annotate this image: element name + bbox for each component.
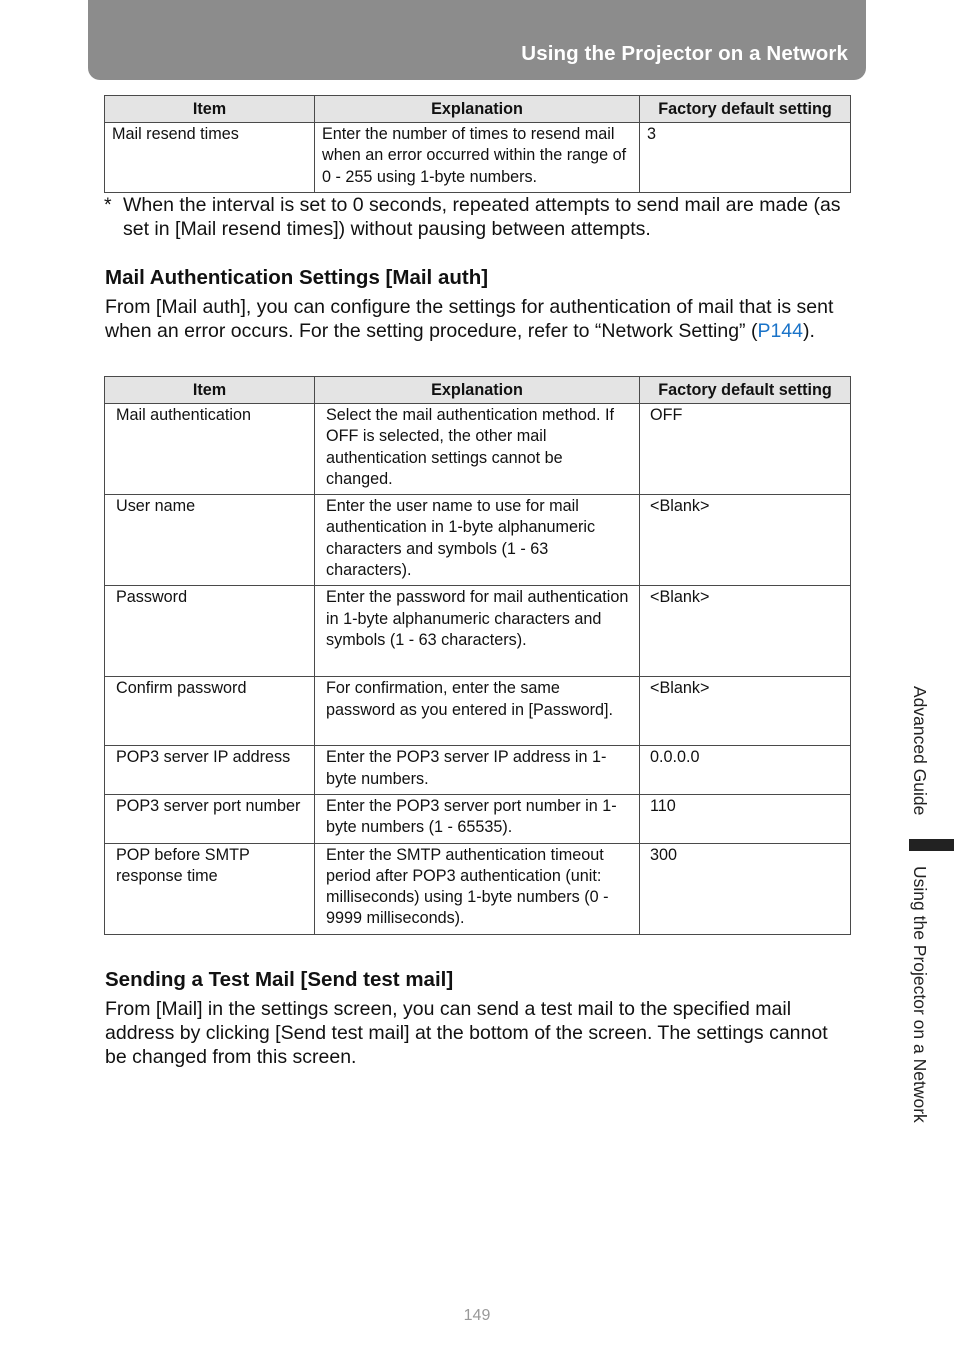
table-header-row	[105, 377, 851, 404]
cell-explanation: Enter the POP3 server IP address in 1-byte numbers.	[315, 746, 640, 795]
column-header-default: Factory default setting	[640, 377, 851, 404]
cell-explanation: Enter the POP3 server port number in 1-byte numbers (1 - 65535).	[315, 794, 640, 843]
footnote-marker: *	[104, 194, 112, 216]
column-header-explanation: Explanation	[315, 377, 640, 404]
header-bar	[88, 0, 866, 80]
section-heading-send-test: Sending a Test Mail [Send test mail]	[105, 968, 454, 991]
footnote	[104, 193, 854, 241]
cell-explanation: Select the mail authentication method. If OFF is selected, the other mail authentication settings cannot be changed.	[315, 404, 640, 495]
cell-item: Password	[105, 586, 315, 677]
page-reference-link[interactable]: P144	[757, 320, 803, 342]
column-header-item: Item	[105, 377, 315, 404]
page-number: 149	[463, 1307, 491, 1324]
column-header-default: Factory default setting	[640, 96, 851, 123]
mail-auth-text: From [Mail auth], you can configure the settings for authentication of mail that is sent when an error occurs. For the setting procedure, refer to “Network Setting” (	[105, 296, 834, 342]
cell-explanation: For confirmation, enter the same password as you entered in [Password].	[315, 677, 640, 746]
cell-item: POP before SMTP response time	[105, 843, 315, 934]
mail-auth-table	[104, 376, 851, 935]
cell-explanation: Enter the number of times to resend mail when an error occurred within the range of 0 - 255 using 1-byte numbers.	[315, 123, 640, 193]
cell-default: <Blank>	[640, 586, 851, 677]
cell-default: 110	[640, 794, 851, 843]
cell-item: POP3 server port number	[105, 794, 315, 843]
table-row	[105, 586, 851, 677]
footnote-text: When the interval is set to 0 seconds, repeated attempts to send mail are made (as set in [Mail resend times]) without pausing between attempts.	[123, 194, 841, 240]
table-row	[105, 843, 851, 934]
cell-item: Mail authentication	[105, 404, 315, 495]
cell-explanation: Enter the user name to use for mail authentication in 1-byte alphanumeric characters and symbols (1 - 63 characters).	[315, 495, 640, 586]
cell-item: Mail resend times	[105, 123, 315, 193]
table-row	[105, 794, 851, 843]
mail-auth-text-end: ).	[803, 320, 815, 342]
table-row	[105, 677, 851, 746]
side-nav-tab-marker	[909, 839, 954, 851]
cell-default: <Blank>	[640, 495, 851, 586]
table-header-row	[105, 96, 851, 123]
mail-resend-table	[104, 95, 851, 193]
mail-auth-description	[105, 295, 845, 343]
cell-default: 3	[640, 123, 851, 193]
side-nav-chapter[interactable]: Using the Projector on a Network	[910, 866, 930, 1123]
cell-explanation: Enter the password for mail authentication in 1-byte alphanumeric characters and symbols (1 - 63 characters).	[315, 586, 640, 677]
cell-item: POP3 server IP address	[105, 746, 315, 795]
header-title: Using the Projector on a Network	[521, 42, 848, 65]
column-header-explanation: Explanation	[315, 96, 640, 123]
section-heading-mail-auth: Mail Authentication Settings [Mail auth]	[105, 266, 489, 289]
table-row	[105, 404, 851, 495]
column-header-item: Item	[105, 96, 315, 123]
table-row	[105, 746, 851, 795]
cell-default: OFF	[640, 404, 851, 495]
table-row	[105, 495, 851, 586]
side-nav-section[interactable]: Advanced Guide	[910, 686, 930, 816]
cell-default: <Blank>	[640, 677, 851, 746]
cell-item: Confirm password	[105, 677, 315, 746]
cell-default: 0.0.0.0	[640, 746, 851, 795]
cell-item: User name	[105, 495, 315, 586]
send-test-description: From [Mail] in the settings screen, you can send a test mail to the specified mail address by clicking [Send test mail] at the bottom of the screen. The settings cannot be changed from this screen.	[105, 998, 828, 1068]
cell-default: 300	[640, 843, 851, 934]
table-row	[105, 123, 851, 193]
cell-explanation: Enter the SMTP authentication timeout period after POP3 authentication (unit: milliseconds) using 1-byte numbers (0 - 9999 milliseconds).	[315, 843, 640, 934]
